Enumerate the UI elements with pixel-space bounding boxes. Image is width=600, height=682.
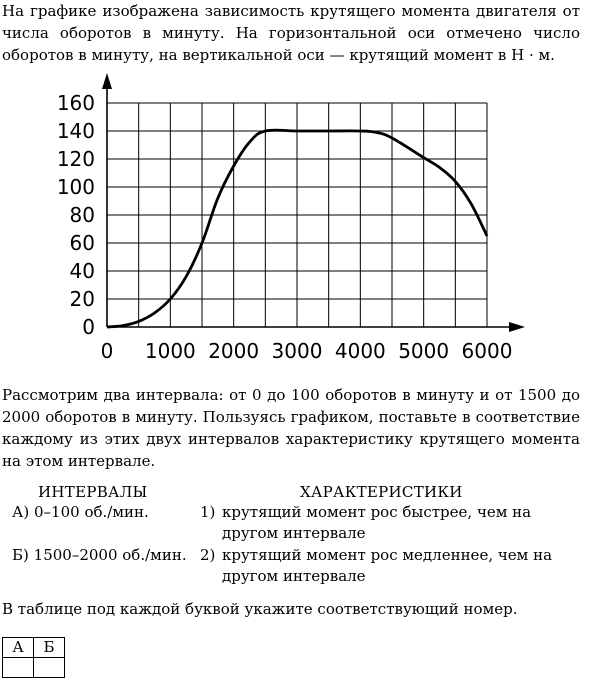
y-tick-label: 140 (56, 119, 95, 143)
interval-b-text: 1500–2000 об./мин. (33, 546, 187, 564)
x-tick-label: 5000 (398, 339, 450, 363)
interval-a-letter: А) (12, 503, 30, 521)
x-tick-label: 6000 (461, 339, 513, 363)
y-tick-label: 80 (69, 203, 95, 227)
interval-b-letter: Б) (12, 546, 29, 564)
answer-cell-b[interactable] (34, 658, 65, 678)
x-tick-label: 3000 (271, 339, 323, 363)
x-axis-arrow (509, 322, 525, 332)
chart-grid (107, 103, 487, 327)
y-axis-arrow (102, 73, 112, 89)
x-tick-labels (101, 339, 513, 363)
x-tick-label: 2000 (208, 339, 260, 363)
chart-axes (102, 73, 525, 332)
instruction-text: В таблице под каждой буквой укажите соответствующий номер. (2, 600, 518, 618)
interval-a-text: 0–100 об./мин. (34, 503, 149, 521)
intervals-header: ИНТЕРВАЛЫ (38, 483, 148, 501)
y-tick-label: 20 (69, 287, 95, 311)
answer-header-b: Б (34, 638, 65, 658)
problem-text: Рассмотрим два интервала: от 0 до 100 оборотов в минуту и от 1500 до 2000 оборотов в минуту. Пользуясь графиком, поставьте в соответствие каждому из этих двух интервалов характеристику крутящего момента на этом интервале. (2, 386, 580, 470)
x-tick-label: 0 (100, 339, 114, 363)
x-tick-label: 4000 (334, 339, 386, 363)
characteristic-2-text: крутящий момент рос медленнее, чем на другом интервале (222, 546, 553, 585)
y-tick-labels (57, 91, 95, 339)
characteristic-2-number: 2) (200, 546, 216, 564)
y-tick-label: 0 (82, 315, 95, 339)
characteristic-1-text: крутящий момент рос быстрее, чем на другом интервале (222, 503, 532, 542)
answer-header-a: А (3, 638, 34, 658)
interval-b (12, 545, 187, 566)
y-tick-label: 60 (69, 231, 95, 255)
y-tick-label: 100 (56, 175, 95, 199)
torque-chart (56, 72, 532, 363)
y-tick-label: 160 (56, 91, 95, 115)
characteristic-1-number: 1) (200, 503, 216, 521)
characteristics-header: ХАРАКТЕРИСТИКИ (300, 483, 463, 501)
y-tick-label: 120 (56, 147, 95, 171)
y-tick-label: 40 (69, 259, 95, 283)
answer-table (2, 637, 65, 678)
answer-cell-a[interactable] (3, 658, 34, 678)
intro-text: На графике изображена зависимость крутящего момента двигателя от числа оборотов в минуту. На горизонтальной оси отмечено число оборотов в минуту, на вертикальной оси — крутящий момент в Н · м. (2, 2, 580, 64)
x-tick-label: 1000 (144, 339, 196, 363)
interval-a (12, 502, 149, 523)
